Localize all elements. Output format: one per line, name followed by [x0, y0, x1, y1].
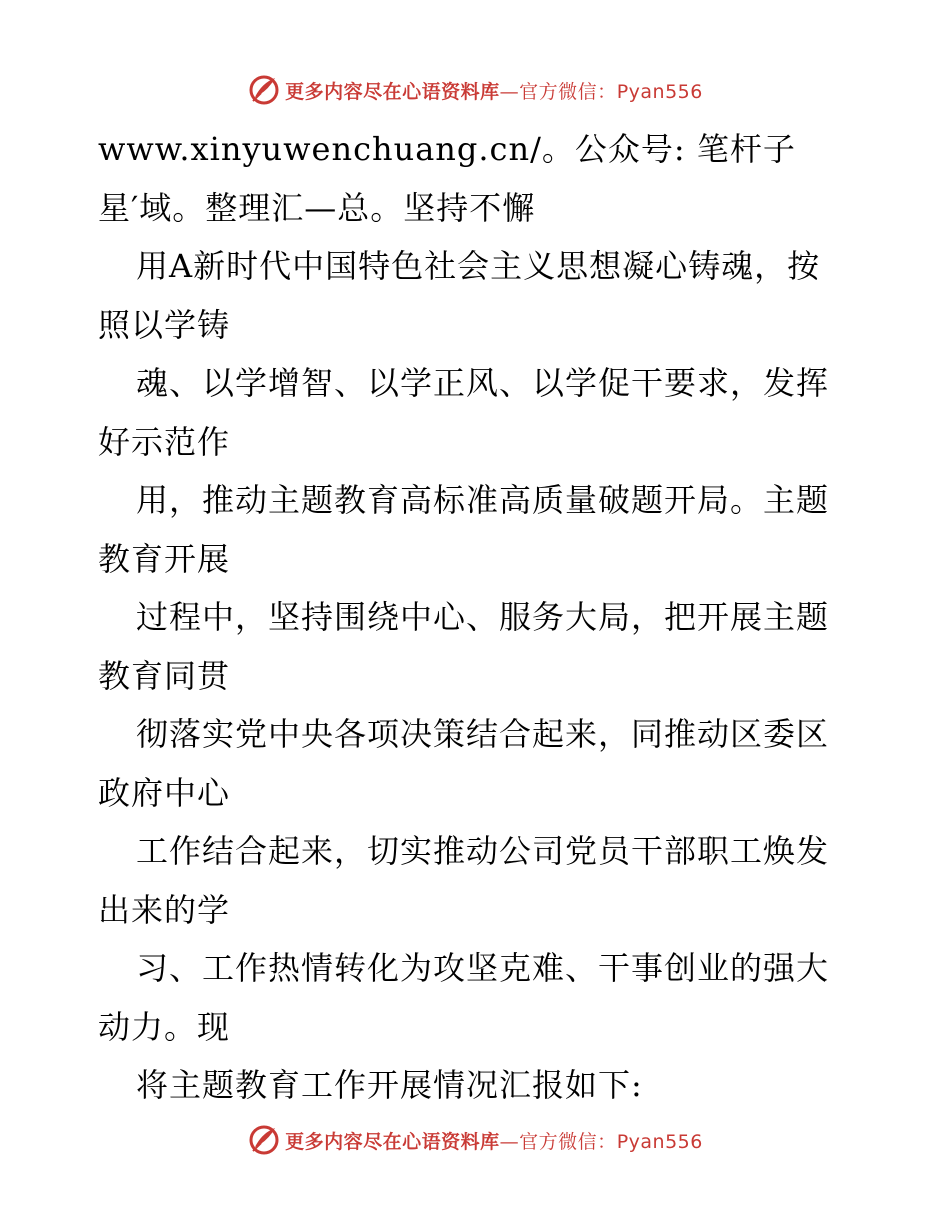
text-line: 用，推动主题教育高标准高质量破题开局。主题: [136, 481, 830, 519]
watermark-sub: 官方微信：: [519, 80, 617, 103]
watermark-text: [285, 77, 703, 104]
watermark-dash: —: [499, 80, 520, 103]
watermark-text: [285, 1127, 703, 1154]
text-line: 教育同贯: [98, 656, 231, 695]
footer-watermark: [0, 1120, 950, 1160]
watermark-main: 更多内容尽在心语资料库: [285, 1130, 500, 1153]
text-line: www.xinyuwenchuang.cn/。公众号: 笔杆子: [98, 130, 796, 168]
text-line: 彻落实党中央各项决策结合起来，同推动区委区: [136, 715, 830, 753]
text-line: 政府中心: [98, 773, 231, 812]
text-line: 星′域。整理汇—总。坚持不懈: [98, 188, 536, 227]
text-line: 教育开展: [98, 539, 231, 578]
text-line: 工作结合起来，切实推动公司党员干部职工焕发: [136, 832, 830, 870]
text-line: 魂、以学增智、以学正风、以学促干要求，发挥: [136, 364, 830, 402]
header-watermark: [0, 70, 950, 110]
watermark-sub: 官方微信：: [519, 1130, 617, 1153]
quill-logo-icon: [247, 1123, 281, 1157]
text-line: 过程中，坚持围绕中心、服务大局，把开展主题: [136, 598, 830, 636]
text-line: 出来的学: [98, 890, 231, 929]
text-line: 习、工作热情转化为攻坚克难、干事创业的强大: [136, 949, 830, 987]
text-line: 好示范作: [98, 422, 231, 461]
watermark-id: Pyan556: [616, 80, 703, 103]
text-line: 将主题教育工作开展情况汇报如下:: [136, 1066, 643, 1104]
quill-logo-icon: [247, 73, 281, 107]
text-line: 照以学铸: [98, 305, 231, 344]
text-line: 用A新时代中国特色社会主义思想凝心铸魂，按: [136, 247, 821, 285]
text-line: 动力。现: [98, 1007, 231, 1046]
watermark-dash: —: [499, 1130, 520, 1153]
document-body: [98, 120, 858, 1115]
watermark-main: 更多内容尽在心语资料库: [285, 80, 500, 103]
watermark-id: Pyan556: [616, 1130, 703, 1153]
